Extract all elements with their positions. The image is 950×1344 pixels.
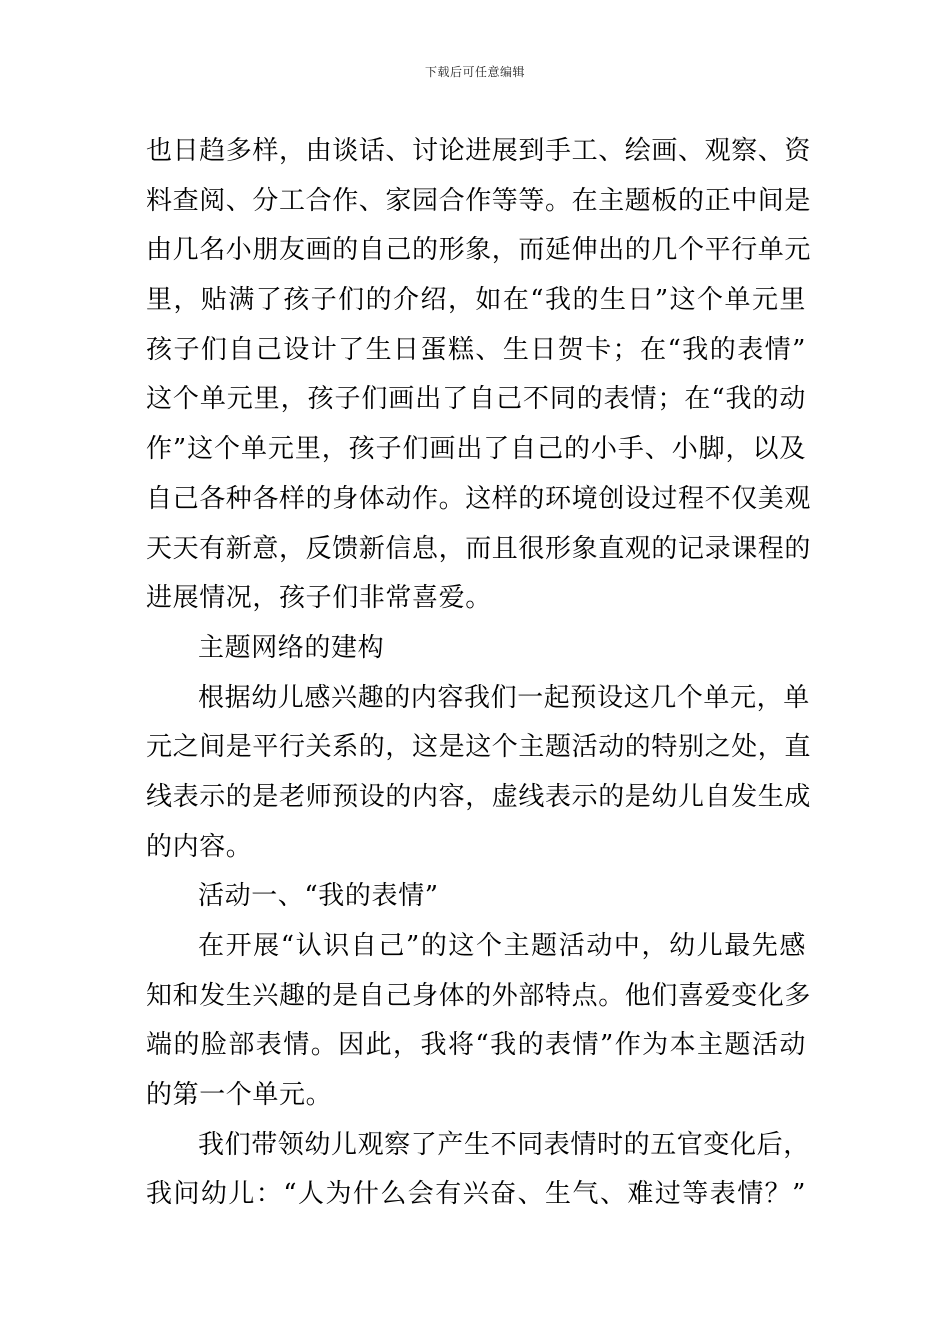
text-line: 在开展“认识自己”的这个主题活动中，幼儿最先感 [198,931,806,961]
text-line: 也日趋多样，由谈话、讨论进展到手工、绘画、观察、资 [146,136,812,166]
text-line: 我问幼儿：“人为什么会有兴奋、生气、难过等表情？” [146,1179,806,1210]
text-line: 天天有新意，反馈新信息，而且很形象直观的记录课程的 [146,533,812,564]
text-line: 知和发生兴趣的是自己身体的外部特点。他们喜爱变化多 [146,980,812,1011]
text-line: 的内容。 [146,831,253,862]
body-text [146,127,812,1220]
text-line: 作”这个单元里，孩子们画出了自己的小手、小脚，以及 [146,434,806,465]
text-line: 由几名小朋友画的自己的形象，而延伸出的几个平行单元 [146,235,812,266]
text-line: 根据幼儿感兴趣的内容我们一起预设这几个单元，单 [198,682,810,713]
text-line: 这个单元里，孩子们画出了自己不同的表情；在“我的动 [146,384,806,415]
text-line: 的第一个单元。 [146,1080,333,1111]
text-line: 线表示的是老师预设的内容，虚线表示的是幼儿自发生成 [146,781,812,812]
text-line: 进展情况，孩子们非常喜爱。 [146,583,492,614]
text-line: 端的脸部表情。因此，我将“我的表情”作为本主题活动 [146,1030,806,1061]
text-line: 孩子们自己设计了生日蛋糕、生日贺卡；在“我的表情” [146,334,806,365]
text-line: 里，贴满了孩子们的介绍，如在“我的生日”这个单元里 [146,285,806,316]
section-heading: 主题网络的建构 [198,632,385,663]
text-line: 自己各种各样的身体动作。这样的环境创设过程不仅美观 [146,483,812,514]
text-line: 料查阅、分工合作、家园合作等等。在主题板的正中间是 [146,185,812,216]
section-heading: 活动一、“我的表情” [198,881,439,912]
text-line: 我们带领幼儿观察了产生不同表情时的五官变化后， [198,1129,810,1160]
text-line: 元之间是平行关系的，这是这个主题活动的特别之处，直 [146,732,812,763]
page-header: 下载后可任意编辑 [424,65,525,79]
